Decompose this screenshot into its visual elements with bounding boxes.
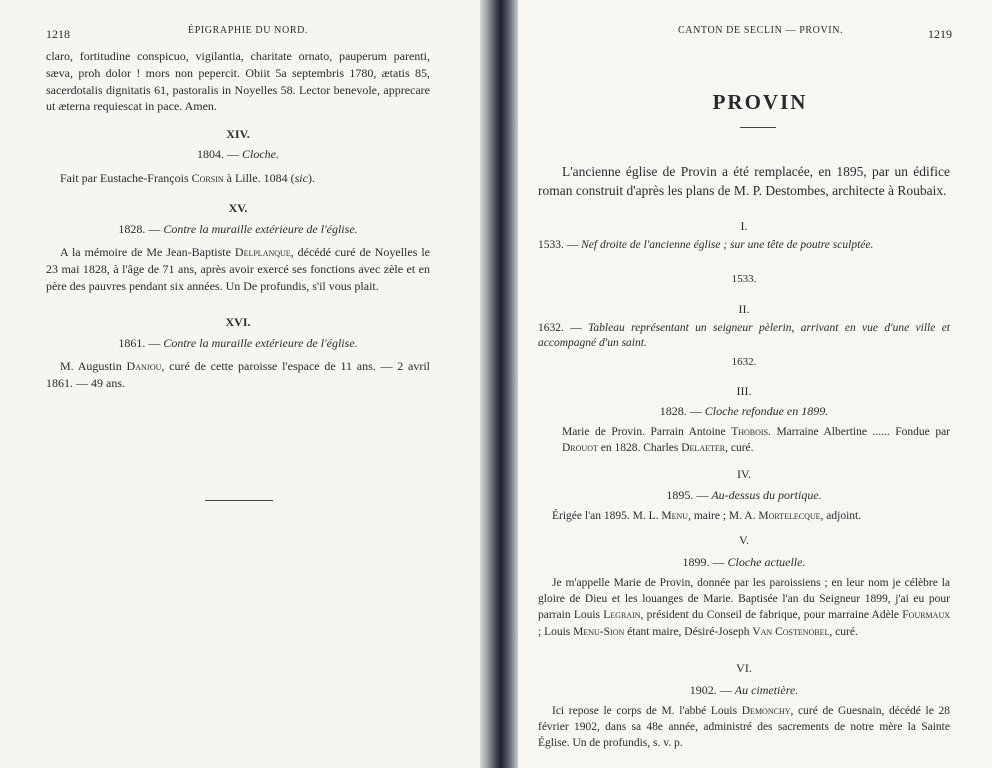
section-number-iii: III. [736,384,752,398]
running-head-left: ÉPIGRAPHIE DU NORD. [188,25,309,36]
page-number-left: 1218 [46,27,70,41]
title-rule [740,127,776,128]
section-number-i: I. [740,219,748,233]
left-page [0,0,480,768]
section-text-iv: Érigée l'an 1895. M. L. Menu, maire ; M. A. Mortelecque, adjoint. [552,510,862,522]
section-number-xiv: XIV. [226,127,250,141]
section-heading-xvi: 1861. — Contre la muraille extérieure de l'église. [118,336,358,350]
section-text-xvi: M. Augustin Danjou, curé de cette paroisse l'espace de 11 ans. — 2 avril 1861. — 49 ans. [46,359,431,390]
running-head-right: CANTON DE SECLIN — PROVIN. [678,25,844,36]
intro-paragraph: claro, fortitudine conspicuo, vigilantia, charitate ornato, pauperum parenti, sæva, proh dolor ! mors non pepercit. Obiit 5a septembris 1780, ætatis 85, sacerdotalis dignitatis 61, pastoralis in Noyelles 58. Lector benevole, apprecare ut æterna requiescat in pace. Amen. [46,49,430,114]
section-number-ii: II. [738,302,750,316]
section-text-xiv: Fait par Eustache-François Corsin à Lille. 1084 (sic). [60,171,315,185]
section-heading-iii: 1828. — Cloche refondue en 1899. [659,404,829,418]
section-text-v: Je m'appelle Marie de Provin, donnée par les paroissiens ; en leur nom je célèbre la gloire de Dieu et les louanges de Marie. Baptisée l'an du Seigneur 1899, j'ai eu pour parrain Louis Legrain, président du Conseil de fabrique, pour marraine Adèle Fourmaux ; Louis Menu-Sion étant maire, Désiré-Joseph Van Costenobel, curé. [538,577,950,638]
section-heading-i: 1533. — Nef droite de l'ancienne église ; sur une tête de poutre sculptée. [538,239,874,251]
end-rule [205,500,273,501]
page-title: PROVIN [712,90,808,114]
section-text-vi: Ici repose le corps de M. l'abbé Louis Demonchy, curé de Guesnain, décédé le 28 février 1902, dans sa 48e année, administré des sacrements de notre mère la Sainte Église. Un de profundis, s. v. p. [538,705,951,750]
section-text-xv: A la mémoire de Me Jean-Baptiste Delplanque, décédé curé de Noyelles le 23 mai 1828, à l'âge de 71 ans, après avoir exercé ses fonctions avec zèle et en père des pauvres pendant six années. Un De profundis, s'il vous plait. [46,245,430,293]
section-number-xv: XV. [228,201,248,215]
section-heading-xv: 1828. — Contre la muraille extérieure de l'église. [118,222,358,236]
section-text-i: 1533. [731,273,757,285]
intro-paragraph-right: L'ancienne église de Provin a été remplacée, en 1895, par un édifice roman construit d'après les plans de M. P. Destombes, architecte à Roubaix. [538,164,950,198]
section-heading-v: 1899. — Cloche actuelle. [682,555,806,569]
section-text-ii: 1632. [731,356,757,368]
right-page [518,0,992,768]
section-number-v: V. [738,533,750,547]
section-heading-ii: 1632. — Tableau représentant un seigneur pèlerin, arrivant en vue d'une ville et accompagné d'un saint. [538,322,950,349]
section-number-xvi: XVI. [225,315,251,329]
section-text-iii: Marie de Provin. Parrain Antoine Thobois. Marraine Albertine ...... Fondue par Drouot en 1828. Charles Delaeter, curé. [562,426,951,454]
section-heading-xiv: 1804. — Cloche. [197,147,279,161]
section-heading-vi: 1902. — Au cimetière. [689,683,799,697]
section-heading-iv: 1895. — Au-dessus du portique. [666,488,822,502]
page-number-right: 1219 [928,27,952,41]
section-number-iv: IV. [736,467,752,481]
book-gutter [480,0,518,768]
section-number-vi: VI. [736,661,752,675]
